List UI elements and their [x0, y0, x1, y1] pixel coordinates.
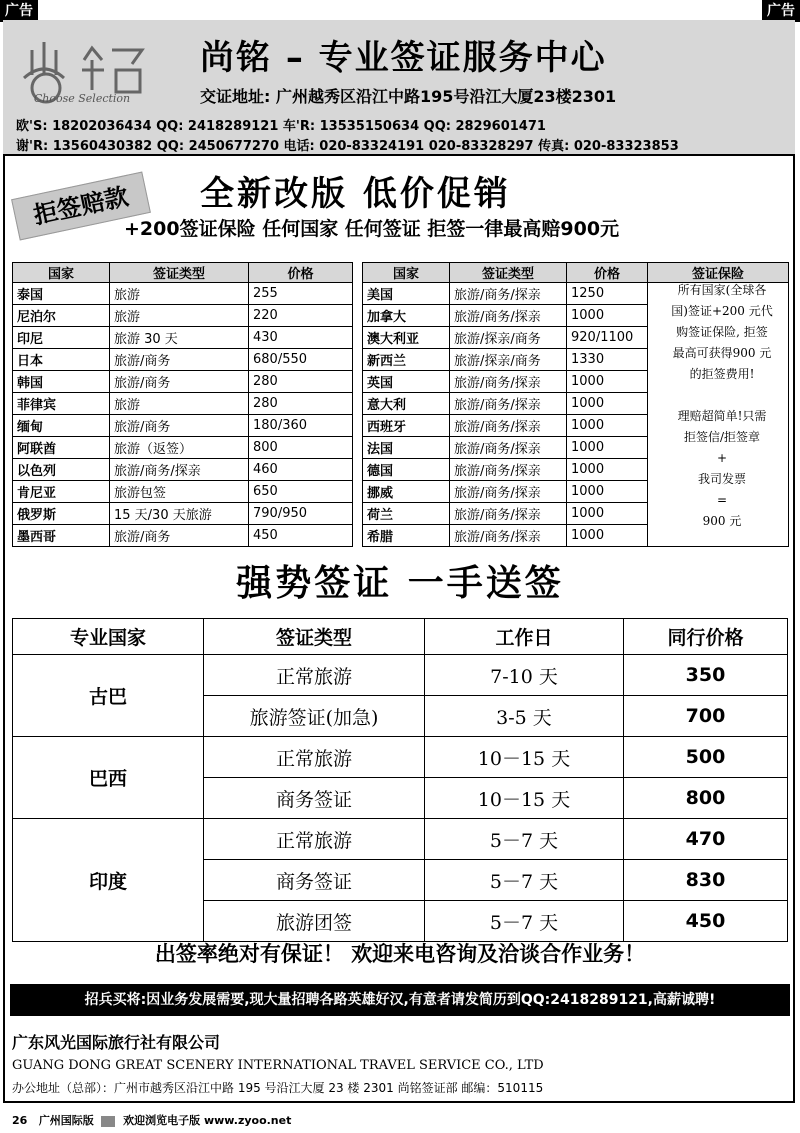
- visa-type-cell: 旅游/商务/探亲: [450, 371, 567, 393]
- price-cell: 280: [249, 393, 353, 415]
- price-cell: 920/1100: [567, 327, 648, 349]
- insurance-note-line: 国)签证+200 元代: [671, 304, 773, 318]
- company-name-cn: 广东风光国际旅行社有限公司: [12, 1033, 221, 1052]
- country-cell: 菲律宾: [13, 393, 110, 415]
- visa-type-cell: 正常旅游: [204, 819, 425, 860]
- price-cell: 280: [249, 371, 353, 393]
- visa-type-cell: 商务签证: [204, 778, 425, 819]
- price-cell: 1000: [567, 393, 648, 415]
- col-header-country: 国家: [13, 263, 110, 283]
- contact-line-2: 谢'R: 13560430382 QQ: 2450677270 电话: 020-83324191 020-83328297 传真: 020-83323853: [16, 139, 679, 154]
- price-cell: 1000: [567, 525, 648, 547]
- col-header-type: 签证类型: [450, 263, 567, 283]
- page-title: 尚铭 – 专业签证服务中心: [200, 38, 607, 78]
- ad-tag-left: 广告: [0, 0, 38, 22]
- price-cell: 350: [624, 655, 788, 696]
- visa-type-cell: 旅游（返签）: [110, 437, 249, 459]
- country-cell: 缅甸: [13, 415, 110, 437]
- country-cell: 挪威: [363, 481, 450, 503]
- table-row: [13, 371, 353, 393]
- col-header-type: 签证类型: [110, 263, 249, 283]
- price-cell: 220: [249, 305, 353, 327]
- visa-type-cell: 旅游/商务/探亲: [450, 525, 567, 547]
- price-cell: 180/360: [249, 415, 353, 437]
- price-cell: 1330: [567, 349, 648, 371]
- table-row: [13, 481, 353, 503]
- section-title: 强势签证 一手送签: [236, 563, 564, 604]
- visa-type-cell: 旅游: [110, 283, 249, 305]
- visa-price-table-left: [12, 262, 353, 547]
- visa-type-cell: 旅游/商务: [110, 525, 249, 547]
- insurance-note-line: 所有国家(全球各: [677, 283, 767, 297]
- country-cell: 韩国: [13, 371, 110, 393]
- country-cell: 澳大利亚: [363, 327, 450, 349]
- insurance-note-line: 购签证保险, 拒签: [676, 325, 768, 339]
- country-cell: 阿联酋: [13, 437, 110, 459]
- col-header-price: 价格: [567, 263, 648, 283]
- price-cell: 500: [624, 737, 788, 778]
- col-header-country: 国家: [363, 263, 450, 283]
- visa-type-cell: 正常旅游: [204, 655, 425, 696]
- visa-type-cell: 旅游/商务: [110, 371, 249, 393]
- country-cell: 以色列: [13, 459, 110, 481]
- country-cell: 日本: [13, 349, 110, 371]
- publication-logo-icon: [101, 1116, 115, 1127]
- table-row: [13, 415, 353, 437]
- insurance-note-line: 理赔超简单!只需: [677, 409, 767, 423]
- col-header-insurance: 签证保险: [648, 263, 789, 283]
- col-header-workdays: 工作日: [425, 619, 624, 655]
- workdays-cell: 5－7 天: [425, 901, 624, 942]
- visa-type-cell: 旅游/商务/探亲: [450, 481, 567, 503]
- insurance-note-line: 的拒签费用!: [689, 367, 755, 381]
- price-cell: 470: [624, 819, 788, 860]
- price-cell: 1250: [567, 283, 648, 305]
- country-cell: 巴西: [13, 737, 204, 819]
- price-cell: 790/950: [249, 503, 353, 525]
- visa-type-cell: 旅游/商务/探亲: [450, 503, 567, 525]
- table-row: [13, 305, 353, 327]
- edition-label: 广州国际版: [38, 1114, 94, 1127]
- visa-type-cell: 15 天/30 天旅游: [110, 503, 249, 525]
- page-footer: [12, 1112, 291, 1128]
- col-header-price: 价格: [249, 263, 353, 283]
- table-row: [13, 459, 353, 481]
- price-cell: 430: [249, 327, 353, 349]
- insurance-note-line: 最高可获得900 元: [672, 346, 772, 360]
- guarantee-text: 出签率绝对有保证！ 欢迎来电咨询及洽谈合作业务！: [154, 942, 646, 966]
- visa-type-cell: 旅游/探亲/商务: [450, 349, 567, 371]
- country-cell: 西班牙: [363, 415, 450, 437]
- footer-slogan: 欢迎浏览电子版 www.zyoo.net: [123, 1114, 292, 1127]
- table-row: [13, 393, 353, 415]
- price-cell: 450: [624, 901, 788, 942]
- visa-type-cell: 旅游/探亲/商务: [450, 327, 567, 349]
- workdays-cell: 5－7 天: [425, 819, 624, 860]
- promo-title: 全新改版 低价促销: [200, 174, 511, 214]
- visa-type-cell: 旅游/商务/探亲: [450, 283, 567, 305]
- price-cell: 450: [249, 525, 353, 547]
- visa-type-cell: 旅游 30 天: [110, 327, 249, 349]
- workdays-cell: 7-10 天: [425, 655, 624, 696]
- country-cell: 希腊: [363, 525, 450, 547]
- country-cell: 法国: [363, 437, 450, 459]
- country-cell: 俄罗斯: [13, 503, 110, 525]
- insurance-note-line: =: [716, 493, 728, 507]
- workdays-cell: 10－15 天: [425, 737, 624, 778]
- visa-type-cell: 旅游包签: [110, 481, 249, 503]
- country-cell: 肯尼亚: [13, 481, 110, 503]
- visa-type-cell: 旅游签证(加急): [204, 696, 425, 737]
- country-cell: 尼泊尔: [13, 305, 110, 327]
- price-cell: 1000: [567, 481, 648, 503]
- col-header-price: 同行价格: [624, 619, 788, 655]
- country-cell: 新西兰: [363, 349, 450, 371]
- country-cell: 墨西哥: [13, 525, 110, 547]
- price-cell: 1000: [567, 459, 648, 481]
- country-cell: 荷兰: [363, 503, 450, 525]
- price-cell: 255: [249, 283, 353, 305]
- price-cell: 700: [624, 696, 788, 737]
- visa-type-cell: 旅游/商务/探亲: [450, 437, 567, 459]
- table-row: [13, 819, 788, 860]
- visa-type-cell: 商务签证: [204, 860, 425, 901]
- country-cell: 加拿大: [363, 305, 450, 327]
- col-header-visa-type: 签证类型: [204, 619, 425, 655]
- visa-type-cell: 旅游团签: [204, 901, 425, 942]
- refund-stamp: 拒签赔款: [11, 172, 151, 241]
- insurance-note: [655, 280, 789, 532]
- table-row: [13, 503, 353, 525]
- visa-type-cell: 旅游/商务/探亲: [450, 393, 567, 415]
- price-cell: 1000: [567, 371, 648, 393]
- table-row: [13, 283, 353, 305]
- price-cell: 830: [624, 860, 788, 901]
- table-row: [13, 437, 353, 459]
- price-cell: 680/550: [249, 349, 353, 371]
- page-number: 26: [12, 1114, 28, 1127]
- price-cell: 1000: [567, 305, 648, 327]
- visa-type-cell: 旅游/商务: [110, 349, 249, 371]
- ad-tag-right: 广告: [762, 0, 800, 22]
- table-row: [13, 525, 353, 547]
- col-header-country: 专业国家: [13, 619, 204, 655]
- insurance-note-line: +: [716, 451, 728, 465]
- country-cell: 古巴: [13, 655, 204, 737]
- workdays-cell: 3-5 天: [425, 696, 624, 737]
- visa-type-cell: 旅游/商务/探亲: [450, 459, 567, 481]
- visa-type-cell: 正常旅游: [204, 737, 425, 778]
- insurance-note-line: [655, 385, 789, 406]
- special-visa-table: [12, 618, 788, 942]
- price-cell: 1000: [567, 437, 648, 459]
- country-cell: 泰国: [13, 283, 110, 305]
- country-cell: 意大利: [363, 393, 450, 415]
- workdays-cell: 10－15 天: [425, 778, 624, 819]
- price-cell: 800: [624, 778, 788, 819]
- recruit-banner: 招兵买将:因业务发展需要,现大量招聘各路英雄好汉,有意者请发简历到QQ:2418289121,高薪诚聘!: [10, 984, 790, 1016]
- price-cell: 800: [249, 437, 353, 459]
- country-cell: 印度: [13, 819, 204, 942]
- visa-type-cell: 旅游/商务/探亲: [110, 459, 249, 481]
- office-address: 办公地址（总部）：广州市越秀区沿江中路 195 号沿江大厦 23 楼 2301 尚铭签证部 邮编：510115: [12, 1081, 544, 1095]
- table-row: [13, 737, 788, 778]
- table-row: [13, 349, 353, 371]
- insurance-note-line: 拒签信/拒签章: [683, 430, 761, 444]
- table-row: [13, 327, 353, 349]
- price-cell: 1000: [567, 503, 648, 525]
- country-cell: 德国: [363, 459, 450, 481]
- insurance-note-line: 900 元: [702, 514, 742, 528]
- country-cell: 印尼: [13, 327, 110, 349]
- price-cell: 1000: [567, 415, 648, 437]
- logo-text: Choose Selection: [33, 92, 131, 105]
- visa-type-cell: 旅游/商务/探亲: [450, 305, 567, 327]
- country-cell: 英国: [363, 371, 450, 393]
- visa-type-cell: 旅游/商务/探亲: [450, 415, 567, 437]
- country-cell: 美国: [363, 283, 450, 305]
- workdays-cell: 5－7 天: [425, 860, 624, 901]
- visa-type-cell: 旅游: [110, 305, 249, 327]
- table-row: [13, 655, 788, 696]
- contact-line-1: 欧'S: 18202036434 QQ: 2418289121 车'R: 13535150634 QQ: 2829601471: [16, 119, 546, 134]
- price-cell: 460: [249, 459, 353, 481]
- visa-type-cell: 旅游: [110, 393, 249, 415]
- address-line: 交证地址: 广州越秀区沿江中路195号沿江大厦23楼2301: [200, 87, 617, 106]
- price-cell: 650: [249, 481, 353, 503]
- insurance-note-line: 我司发票: [697, 472, 746, 486]
- visa-type-cell: 旅游/商务: [110, 415, 249, 437]
- company-name-en: GUANG DONG GREAT SCENERY INTERNATIONAL TRAVEL SERVICE CO., LTD: [12, 1058, 544, 1073]
- promo-subtitle: +200签证保险 任何国家 任何签证 拒签一律最高赔900元: [124, 218, 620, 240]
